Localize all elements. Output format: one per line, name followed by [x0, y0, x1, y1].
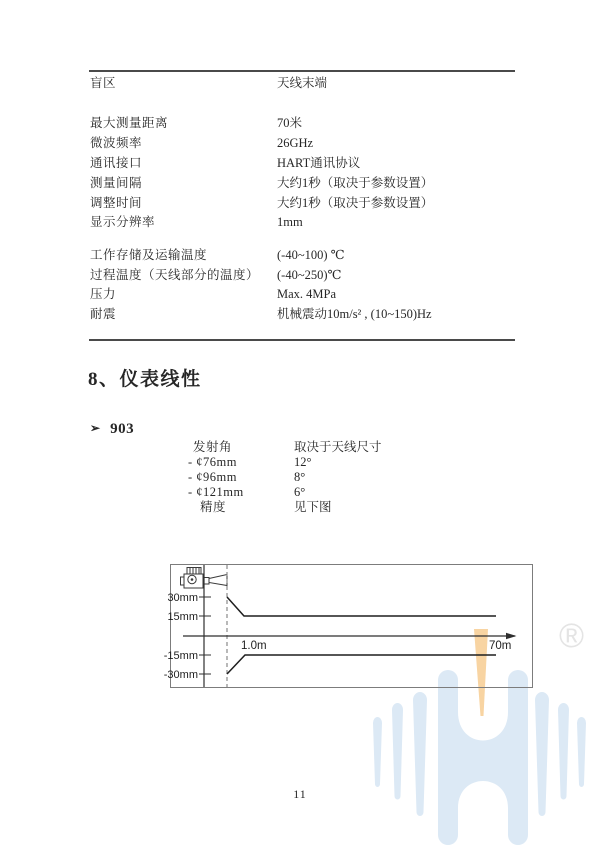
- spec-label: 通讯接口: [90, 156, 143, 170]
- emission-row: [0, 485, 600, 500]
- spec-value: 大约1秒（取决于参数设置）: [277, 196, 434, 210]
- spec-label: 盲区: [90, 76, 117, 90]
- axis-arrowhead-icon: [506, 633, 517, 639]
- spec-value: 26GHz: [277, 136, 314, 150]
- spec-value: HART通讯协议: [277, 156, 361, 170]
- y-tick-label: 30mm: [167, 592, 198, 604]
- spec-value: Max. 4MPa: [277, 287, 337, 301]
- emission-row: [0, 500, 600, 515]
- emission-value: 见下图: [294, 500, 332, 514]
- spec-row: [0, 215, 600, 231]
- emission-label: - ¢121mm: [188, 485, 244, 499]
- page-number: 11: [293, 787, 307, 801]
- spec-value: 1mm: [277, 215, 303, 229]
- emission-value: 6°: [294, 485, 306, 499]
- registered-trademark-icon: ®: [559, 617, 585, 655]
- emission-value: 12°: [294, 455, 312, 469]
- emission-value: 取决于天线尺寸: [294, 440, 382, 454]
- spec-row: [0, 116, 600, 132]
- emission-label: - ¢96mm: [188, 470, 237, 484]
- spec-value: (-40~100) ℃: [277, 248, 345, 262]
- spec-label: 耐震: [90, 307, 117, 321]
- spec-row: [0, 196, 600, 212]
- emission-row: [0, 440, 600, 455]
- spec-row: [0, 268, 600, 284]
- spec-label: 测量间隔: [90, 176, 143, 190]
- lower-accuracy-band-line: [227, 655, 496, 674]
- accuracy-diagram: [163, 564, 533, 688]
- spec-row: [0, 76, 600, 92]
- spec-table-top-rule: [89, 70, 515, 72]
- emission-row: [0, 455, 600, 470]
- emission-label: - ¢76mm: [188, 455, 237, 469]
- spec-value: 机械震动10m/s² , (10~150)Hz: [277, 307, 432, 321]
- upper-accuracy-band-line: [227, 597, 496, 616]
- emission-value: 8°: [294, 470, 306, 484]
- spec-row: [0, 176, 600, 192]
- spec-label: 工作存储及运输温度: [90, 248, 208, 262]
- spec-row: [0, 136, 600, 152]
- y-tick-label: -15mm: [163, 650, 198, 662]
- x-axis-label-far: 70m: [489, 640, 512, 652]
- spec-table-bottom-rule: [89, 339, 515, 341]
- emission-label: 发射角: [193, 440, 233, 454]
- spec-label: 微波频率: [90, 136, 143, 150]
- section-heading: 8、仪表线性: [88, 369, 202, 390]
- spec-label: 压力: [90, 287, 117, 301]
- emission-label: 精度: [200, 500, 227, 514]
- y-tick-label: -30mm: [163, 669, 198, 681]
- spec-label: 最大测量距离: [90, 116, 169, 130]
- model-number: 903: [110, 421, 135, 437]
- spec-row: [0, 156, 600, 172]
- spec-value: 大约1秒（取决于参数设置）: [277, 176, 434, 190]
- emission-row: [0, 470, 600, 485]
- model-variant-row: [90, 420, 134, 438]
- spec-value: (-40~250)℃: [277, 268, 342, 282]
- spec-value: 70米: [277, 116, 303, 130]
- spec-label: 过程温度（天线部分的温度）: [90, 268, 260, 282]
- spec-row: [0, 307, 600, 323]
- spec-label: 调整时间: [90, 196, 143, 210]
- x-axis-label-near: 1.0m: [241, 640, 267, 652]
- triangle-bullet-icon: ➢: [90, 421, 101, 435]
- spec-row: [0, 287, 600, 303]
- spec-value: 天线末端: [277, 76, 328, 90]
- y-tick-label: 15mm: [167, 611, 198, 623]
- spec-label: 显示分辨率: [90, 215, 156, 229]
- spec-row: [0, 248, 600, 264]
